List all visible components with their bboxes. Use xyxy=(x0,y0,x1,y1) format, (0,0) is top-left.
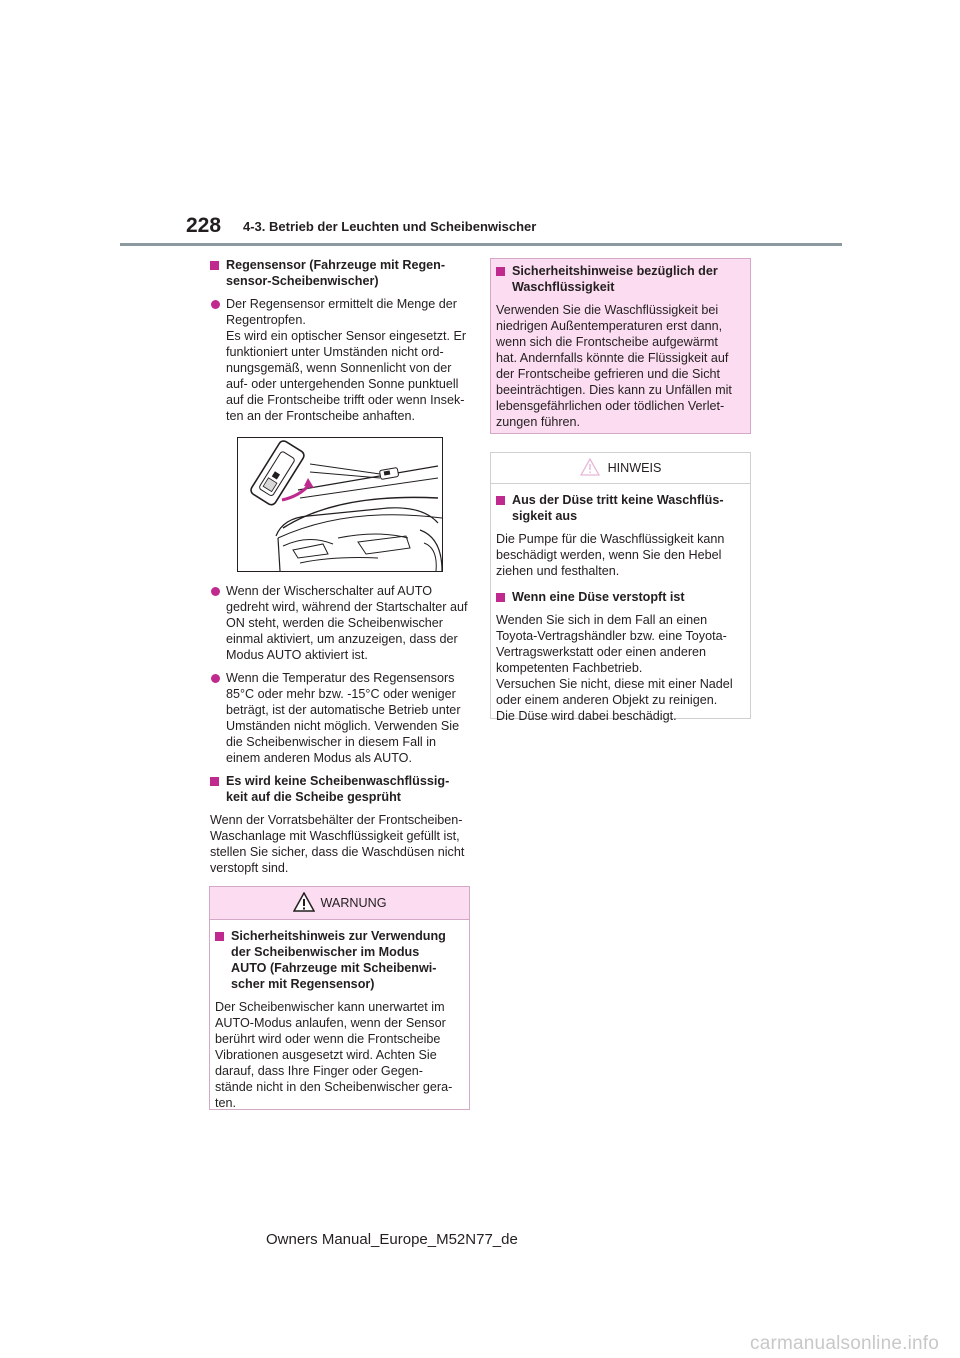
bullet-rain-sensor-info: Der Regensensor ermittelt die Menge der Regentropfen. Es wird ein optischer Sensor eingesetzt. Er funktioniert unter Umständen nicht ord- nungsgemäß, wenn Sonnenlicht von der auf- oder untergehenden Sonne punktuell auf die Frontscheibe trifft oder wenn Insek- ten an der Frontscheibe anhaften. xyxy=(210,296,468,424)
paragraph-no-fluid: Wenn der Vorratsbehälter der Frontscheiben- Waschanlage mit Waschflüssigkeit gefüllt ist, stellen Sie sicher, dass die Waschdüsen nicht verstopft sind. xyxy=(210,813,465,875)
warning-triangle-icon xyxy=(293,892,315,915)
page-number: 228 xyxy=(186,214,222,237)
section-heading-no-fluid: Es wird keine Scheibenwaschflüssig- keit auf die Scheibe gesprüht xyxy=(210,773,468,805)
warning-header xyxy=(210,887,469,920)
caution-box xyxy=(490,258,751,434)
hint-heading-clogged: Wenn eine Düse verstopft ist xyxy=(496,589,745,605)
section-heading-rain-sensor: Regensensor (Fahrzeuge mit Regen- sensor-Scheibenwischer) xyxy=(210,257,468,289)
warning-box xyxy=(209,886,470,1110)
warning-heading: Sicherheitshinweis zur Verwendung der Scheibenwischer im Modus AUTO (Fahrzeuge mit Scheibenwi- scher mit Regensensor) xyxy=(215,928,464,992)
hint-text-pump: Die Pumpe für die Waschflüssigkeit kann beschädigt werden, wenn Sie den Hebel ziehen und festhalten. xyxy=(496,532,725,578)
warning-title: WARNUNG xyxy=(320,896,387,910)
hint-triangle-icon xyxy=(580,458,600,479)
manual-name: Owners Manual_Europe_M52N77_de xyxy=(266,1231,518,1248)
hint-header xyxy=(491,453,750,484)
caution-text: Verwenden Sie die Waschflüssigkeit bei niedrigen Außentemperaturen erst dann, wenn sich die Frontscheibe aufgewärmt hat. Andernfalls könnte die Flüssigkeit auf der Frontscheibe gefrieren und die Sicht beeinträchtigen. Dies kann zu Unfällen mit lebensgefährlichen oder tödlichen Verlet- zungen führen. xyxy=(496,303,732,429)
rain-sensor-illustration xyxy=(237,437,443,572)
car-sensor-drawing xyxy=(238,438,442,571)
hint-text-clogged: Wenden Sie sich in dem Fall an einen Toyota-Vertragshändler bzw. eine Toyota- Vertragswerkstatt oder einen anderen kompetenten Fachbetrieb. Versuchen Sie nicht, diese mit einer Nadel oder einem anderen Objekt zu reinigen. Die Düse wird dabei beschädigt. xyxy=(496,613,733,723)
bullet-auto-mode: Wenn der Wischerschalter auf AUTO gedreht wird, während der Startschalter auf ON steht, werden die Scheibenwischer einmal aktiviert, um anzuzeigen, dass der Modus AUTO aktiviert ist. xyxy=(210,583,468,663)
watermark: carmanualsonline.info xyxy=(750,1333,940,1354)
header-rule xyxy=(120,243,842,246)
bullet-temperature: Wenn die Temperatur des Regensensors 85°C oder mehr bzw. -15°C oder weniger beträgt, ist der automatische Betrieb unter Umständen nicht möglich. Verwenden Sie die Scheibenwischer in diesem Fall in einem anderen Modus als AUTO. xyxy=(210,670,468,766)
hint-heading-no-fluid: Aus der Düse tritt keine Waschflüs- sigkeit aus xyxy=(496,492,745,524)
warning-text: Der Scheibenwischer kann unerwartet im AUTO-Modus anlaufen, wenn der Sensor berührt wird oder wenn die Frontscheibe Vibrationen ausgesetzt wird. Achten Sie darauf, dass Ihre Finger oder Gegen- stände nicht in den Scheibenwischer gera- ten. xyxy=(215,1000,453,1110)
chapter-title: 4-3. Betrieb der Leuchten und Scheibenwischer xyxy=(243,219,537,234)
left-column xyxy=(210,257,468,883)
hint-box xyxy=(490,452,751,723)
hint-title: HINWEIS xyxy=(607,461,662,475)
caution-heading: Sicherheitshinweise bezüglich der Waschflüssigkeit xyxy=(496,263,745,295)
